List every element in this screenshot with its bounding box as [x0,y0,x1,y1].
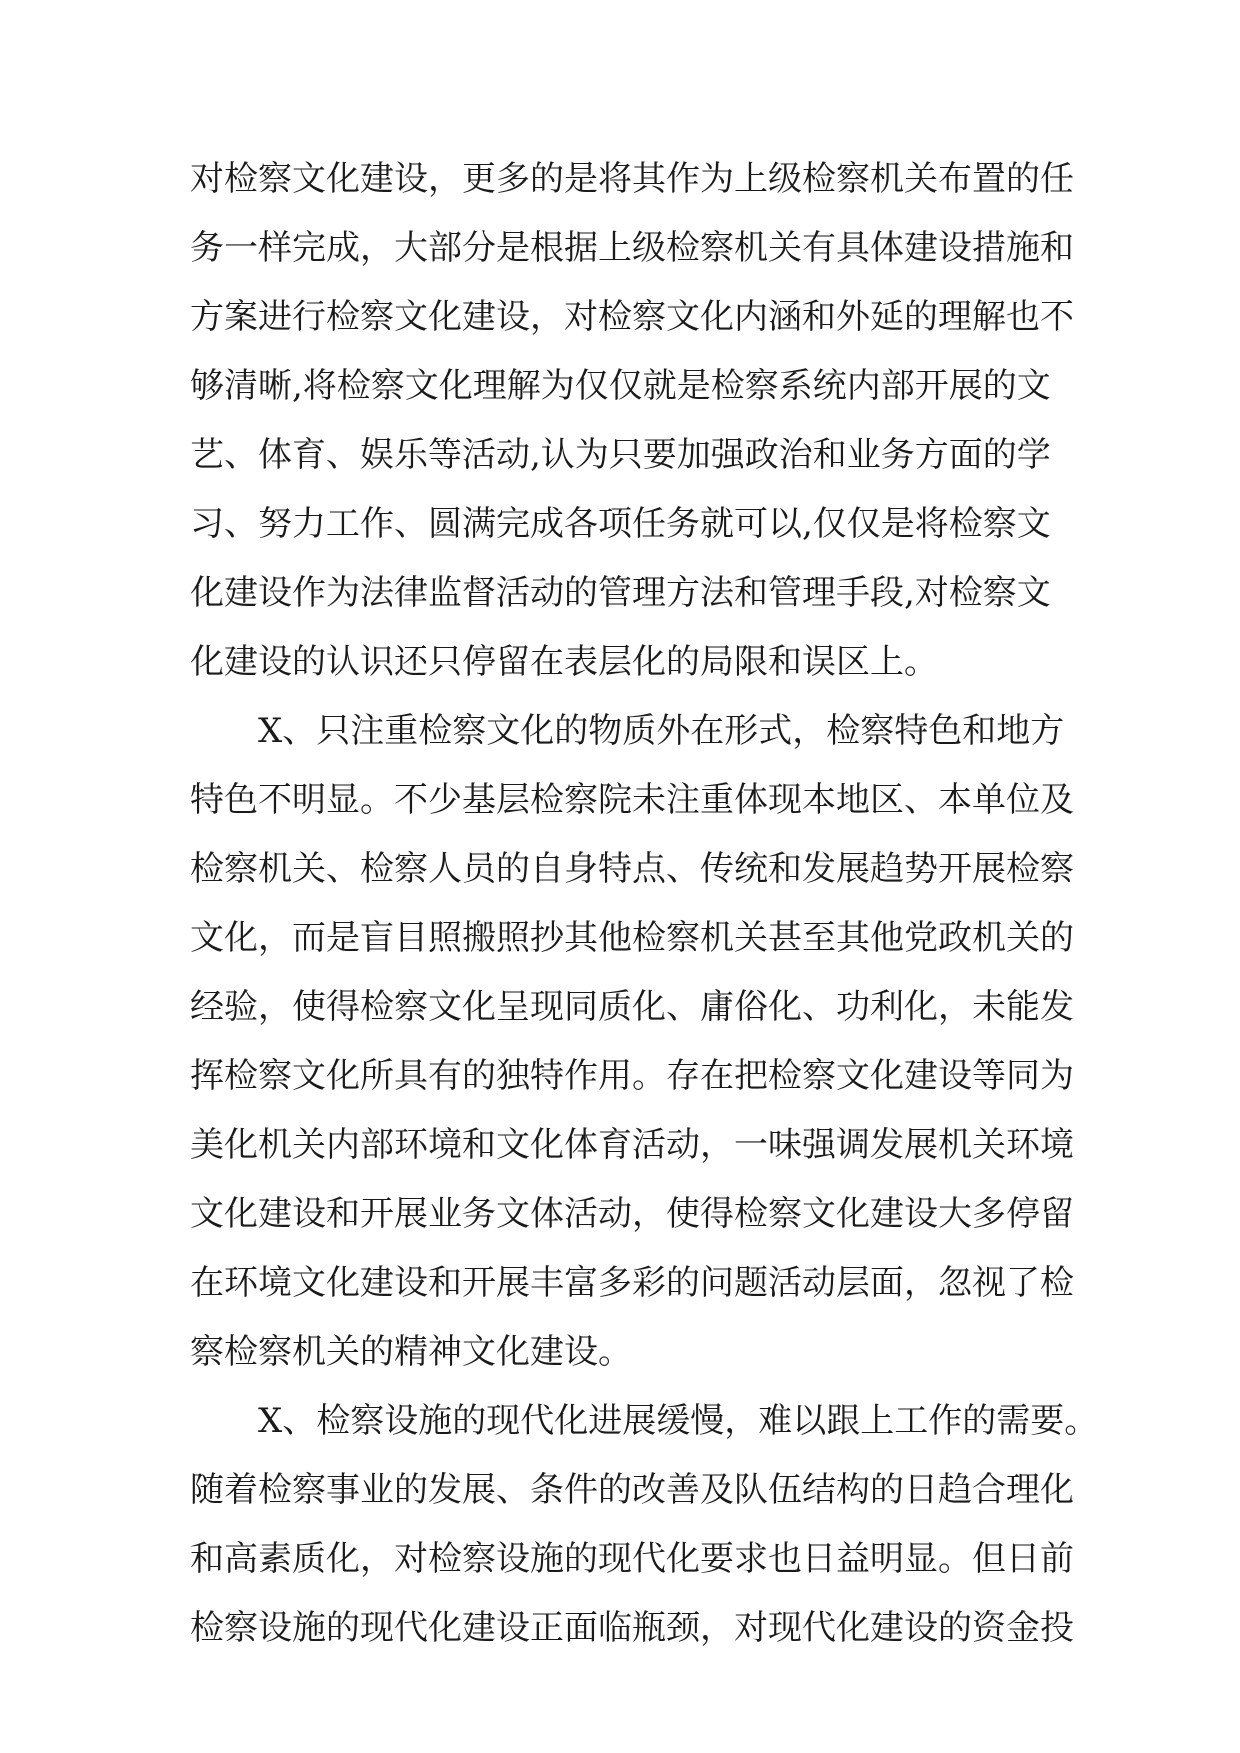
text-line: 经验，使得检察文化呈现同质化、庸俗化、功利化，未能发 [190,987,1074,1027]
text-line: 够清晰,将检察文化理解为仅仅就是检察系统内部开展的文 [190,366,1051,406]
text-line: 方案进行检察文化建设，对检察文化内涵和外延的理解也不 [190,297,1074,337]
text-line: 化建设作为法律监督活动的管理方法和管理手段,对检察文 [190,573,1051,613]
text-line: 文化建设和开展业务文体活动，使得检察文化建设大多停留 [190,1194,1074,1234]
text-line: 在环境文化建设和开展丰富多彩的问题活动层面，忽视了检 [190,1263,1074,1303]
text-line: 检察设施的现代化建设正面临瓶颈，对现代化建设的资金投 [190,1608,1074,1648]
text-line: 美化机关内部环境和文化体育活动，一味强调发展机关环境 [190,1125,1074,1165]
body-text [190,145,1099,1663]
text-line: 挥检察文化所具有的独特作用。存在把检察文化建设等同为 [190,1056,1074,1096]
text-line: 特色不明显。不少基层检察院未注重体现本地区、本单位及 [190,780,1074,820]
text-line: 艺、体育、娱乐等活动,认为只要加强政治和业务方面的学 [190,435,1051,475]
text-line: 文化，而是盲目照搬照抄其他检察机关甚至其他党政机关的 [190,918,1074,958]
text-line: 和高素质化，对检察设施的现代化要求也日益明显。但日前 [190,1539,1074,1579]
paragraph-start-line: X、只注重检察文化的物质外在形式，检察特色和地方 [258,711,1065,751]
text-line: 对检察文化建设，更多的是将其作为上级检察机关布置的任 [190,159,1074,199]
text-line: 随着检察事业的发展、条件的改善及队伍结构的日趋合理化 [190,1470,1074,1510]
text-line: 察检察机关的精神文化建设。 [190,1332,632,1372]
text-line: 习、努力工作、圆满完成各项任务就可以,仅仅是将检察文 [190,504,1051,544]
text-line: 检察机关、检察人员的自身特点、传统和发展趋势开展检察 [190,849,1074,889]
paragraph-start-line: X、检察设施的现代化进展缓慢，难以跟上工作的需要。 [258,1401,1099,1441]
text-line: 化建设的认识还只停留在表层化的局限和误区上。 [190,642,938,682]
text-line: 务一样完成，大部分是根据上级检察机关有具体建设措施和 [190,228,1074,268]
